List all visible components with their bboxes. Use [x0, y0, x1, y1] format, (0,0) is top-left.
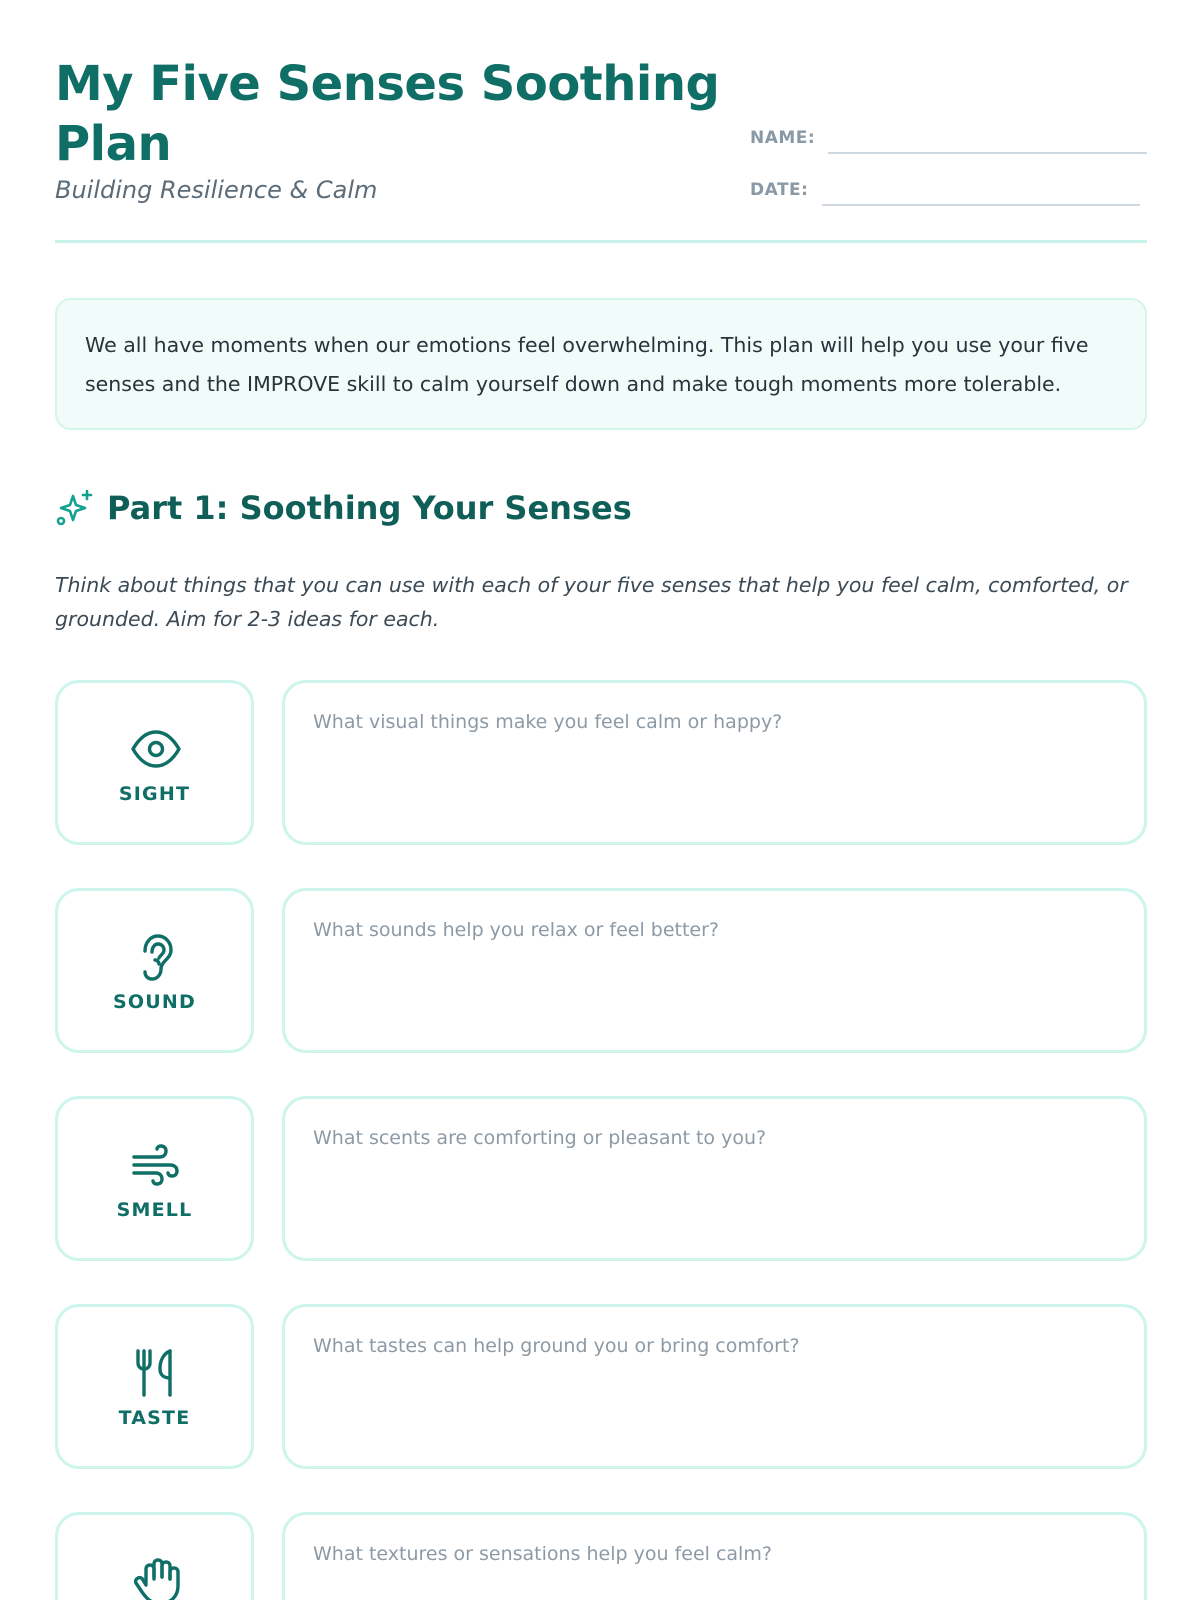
sense-card-touch	[55, 1512, 254, 1600]
name-field[interactable]	[750, 122, 1147, 174]
sense-label-taste: TASTE	[118, 1407, 191, 1429]
sense-card-sight	[55, 680, 254, 845]
sense-row-touch	[55, 1512, 1147, 1600]
worksheet-page	[55, 0, 1147, 1600]
eye-icon	[130, 723, 182, 775]
sense-answer-sound[interactable]: What sounds help you relax or feel better?	[282, 888, 1147, 1053]
sense-card-sound	[55, 888, 254, 1053]
name-label: NAME:	[750, 128, 816, 148]
date-label: DATE:	[750, 180, 809, 200]
sense-answer-touch[interactable]: What textures or sensations help you feel calm?	[282, 1512, 1147, 1600]
worksheet-header	[55, 50, 1147, 245]
sense-row-smell	[55, 1096, 1147, 1261]
sense-label-smell: SMELL	[116, 1199, 193, 1221]
wind-icon	[130, 1139, 182, 1191]
sense-answer-smell[interactable]: What scents are comforting or pleasant to you?	[282, 1096, 1147, 1261]
sense-label-sight: SIGHT	[118, 783, 191, 805]
utensils-icon	[130, 1347, 182, 1399]
date-field[interactable]	[750, 174, 1147, 226]
part1-title: Part 1: Soothing Your Senses	[107, 489, 632, 527]
sparkles-icon	[55, 488, 95, 528]
sense-answer-taste[interactable]: What tastes can help ground you or bring comfort?	[282, 1304, 1147, 1469]
part1-description: Think about things that you can use with each of your five senses that help you feel calm, comforted, or grounded. Aim for 2-3 ideas for each.	[55, 573, 1128, 631]
page-subtitle: Building Resilience & Calm	[55, 176, 378, 204]
sense-row-sound	[55, 888, 1147, 1053]
name-line[interactable]	[828, 152, 1147, 154]
date-line[interactable]	[822, 204, 1140, 206]
sense-row-sight	[55, 680, 1147, 845]
header-divider	[55, 240, 1147, 243]
intro-box: We all have moments when our emotions feel overwhelming. This plan will help you use your five senses and the IMPROVE skill to calm yourself down and make tough moments more tolerable.	[55, 298, 1147, 430]
sense-card-smell	[55, 1096, 254, 1261]
part1-heading	[55, 484, 1147, 532]
name-date-fields	[750, 122, 1147, 226]
sense-label-sound: SOUND	[113, 991, 196, 1013]
sense-row-taste	[55, 1304, 1147, 1469]
hand-icon	[130, 1555, 182, 1600]
page-title: My Five Senses Soothing Plan	[55, 56, 720, 172]
sense-answer-sight[interactable]: What visual things make you feel calm or happy?	[282, 680, 1147, 845]
sense-card-taste	[55, 1304, 254, 1469]
ear-icon	[130, 931, 182, 983]
